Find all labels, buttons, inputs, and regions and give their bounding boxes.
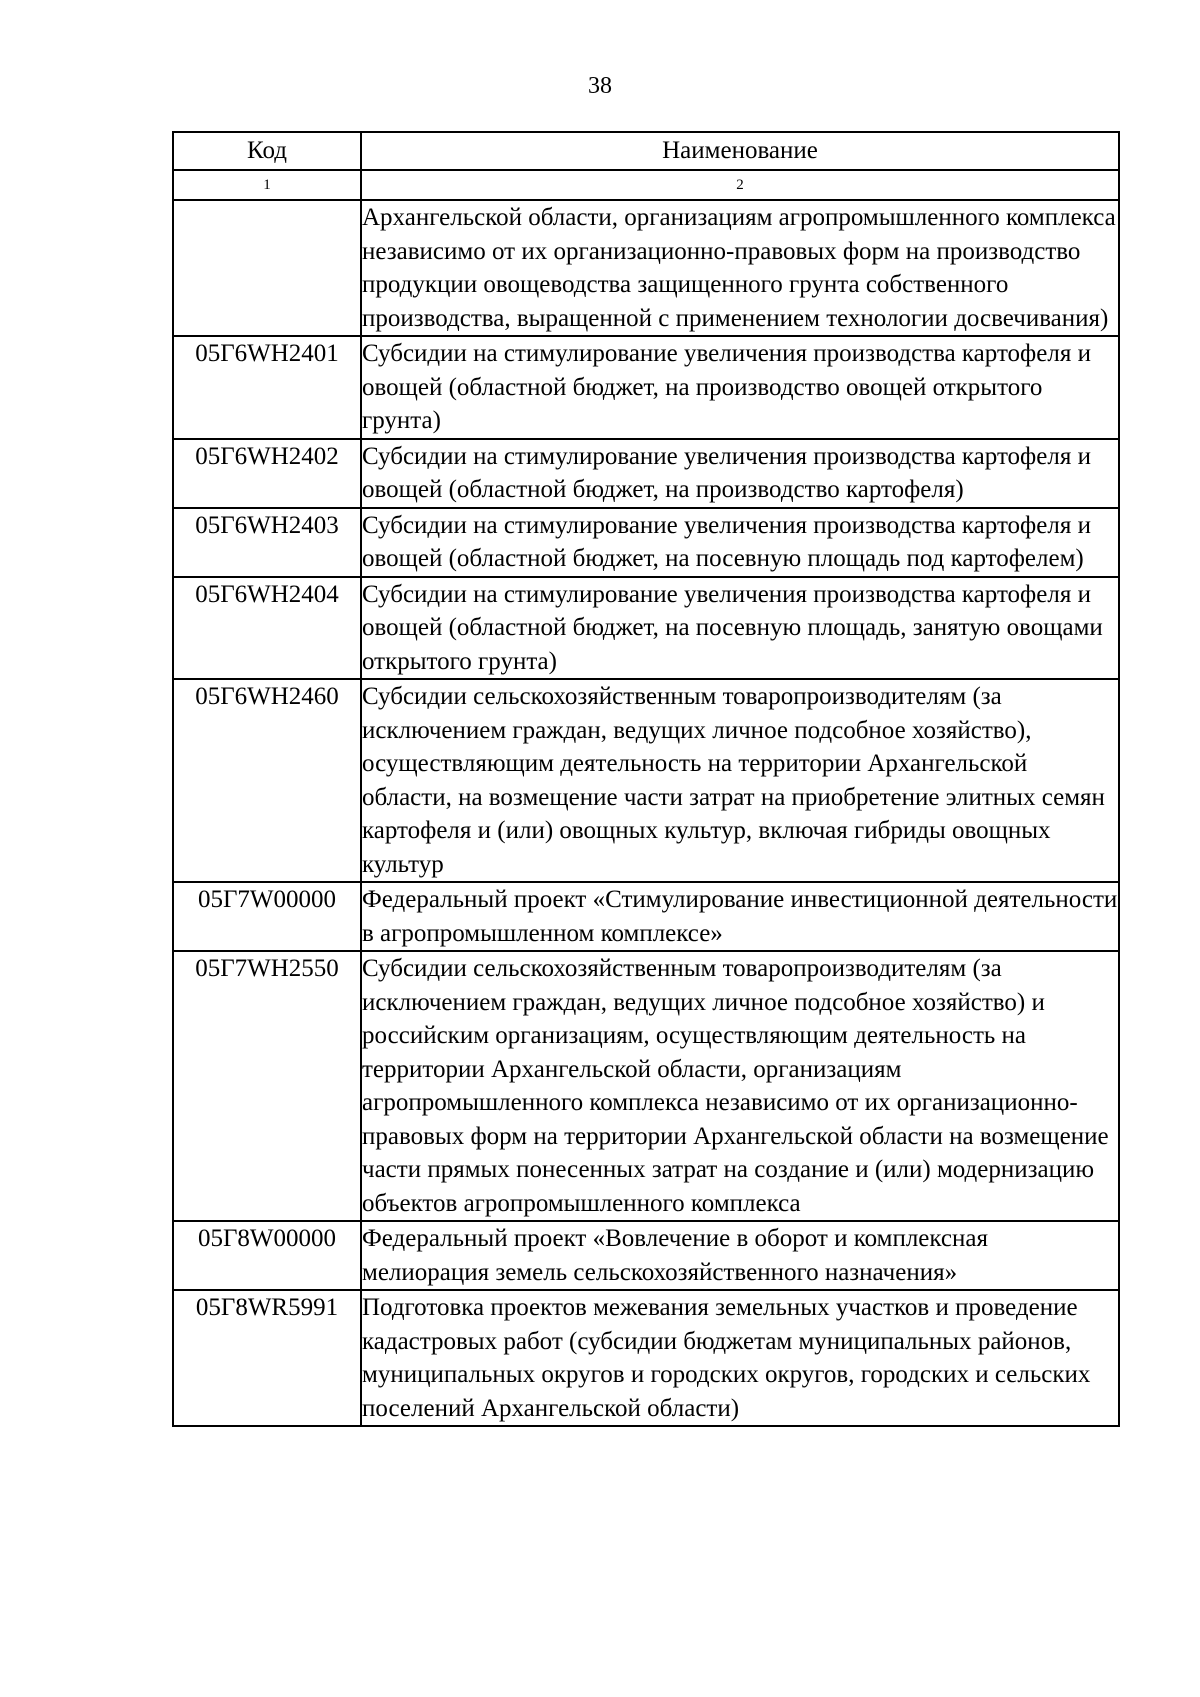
page-number: 38 [588,73,612,99]
row-name: Субсидии на стимулирование увеличения производства картофеля и овощей (областной бюджет, на производство овощей открытого грунта) [361,336,1119,439]
row-code: 05Г8W00000 [173,1221,361,1290]
row-name: Федеральный проект «Вовлечение в оборот и комплексная мелиорация земель сельскохозяйственного назначения» [361,1221,1119,1290]
table-row [173,508,1119,577]
row-code: 05Г8WR5991 [173,1290,361,1426]
row-code: 05Г7W00000 [173,882,361,951]
header-code: Код [173,132,361,170]
table-row [173,439,1119,508]
row-code: 05Г6WН2404 [173,577,361,680]
row-name: Архангельской области, организациям агропромышленного комплекса независимо от их организационно-правовых форм на производство продукции овощеводства защищенного грунта собственного производства, выращенной с применением технологии досвечивания) [361,200,1119,336]
row-code: 05Г6WН2403 [173,508,361,577]
table-row [173,882,1119,951]
row-name: Подготовка проектов межевания земельных участков и проведение кадастровых работ (субсидии бюджетам муниципальных районов, муниципальных округов и городских округов, городских и сельских поселений Архангельской области) [361,1290,1119,1426]
table-row [173,1221,1119,1290]
row-name: Субсидии сельскохозяйственным товаропроизводителям (за исключением граждан, ведущих личное подсобное хозяйство), осуществляющим деятельность на территории Архангельской области, на возмещение части затрат на приобретение элитных семян картофеля и (или) овощных культур, включая гибриды овощных культур [361,679,1119,882]
row-code: 05Г6WН2460 [173,679,361,882]
row-code: 05Г6WН2401 [173,336,361,439]
row-code [173,200,361,336]
budget-codes-table [172,131,1120,1427]
row-code: 05Г7WН2550 [173,951,361,1221]
row-code: 05Г6WН2402 [173,439,361,508]
table-row [173,577,1119,680]
row-name: Субсидии сельскохозяйственным товаропроизводителям (за исключением граждан, ведущих личное подсобное хозяйство) и российским организациям, осуществляющим деятельность на территории Архангельской области, организациям агропромышленного комплекса независимо от их организационно-правовых форм на территории Архангельской области на возмещение части прямых понесенных затрат на создание и (или) модернизацию объектов агропромышленного комплекса [361,951,1119,1221]
header-name: Наименование [361,132,1119,170]
column-number-1: 1 [173,170,361,200]
row-name: Субсидии на стимулирование увеличения производства картофеля и овощей (областной бюджет, на посевную площадь под картофелем) [361,508,1119,577]
row-name: Субсидии на стимулирование увеличения производства картофеля и овощей (областной бюджет, на производство картофеля) [361,439,1119,508]
table-row [173,679,1119,882]
column-number-row [173,170,1119,200]
table-row [173,200,1119,336]
table-row [173,951,1119,1221]
header-row [173,132,1119,170]
table-row [173,336,1119,439]
table-row [173,1290,1119,1426]
row-name: Субсидии на стимулирование увеличения производства картофеля и овощей (областной бюджет, на посевную площадь, занятую овощами открытого грунта) [361,577,1119,680]
column-number-2: 2 [361,170,1119,200]
row-name: Федеральный проект «Стимулирование инвестиционной деятельности в агропромышленном комплексе» [361,882,1119,951]
